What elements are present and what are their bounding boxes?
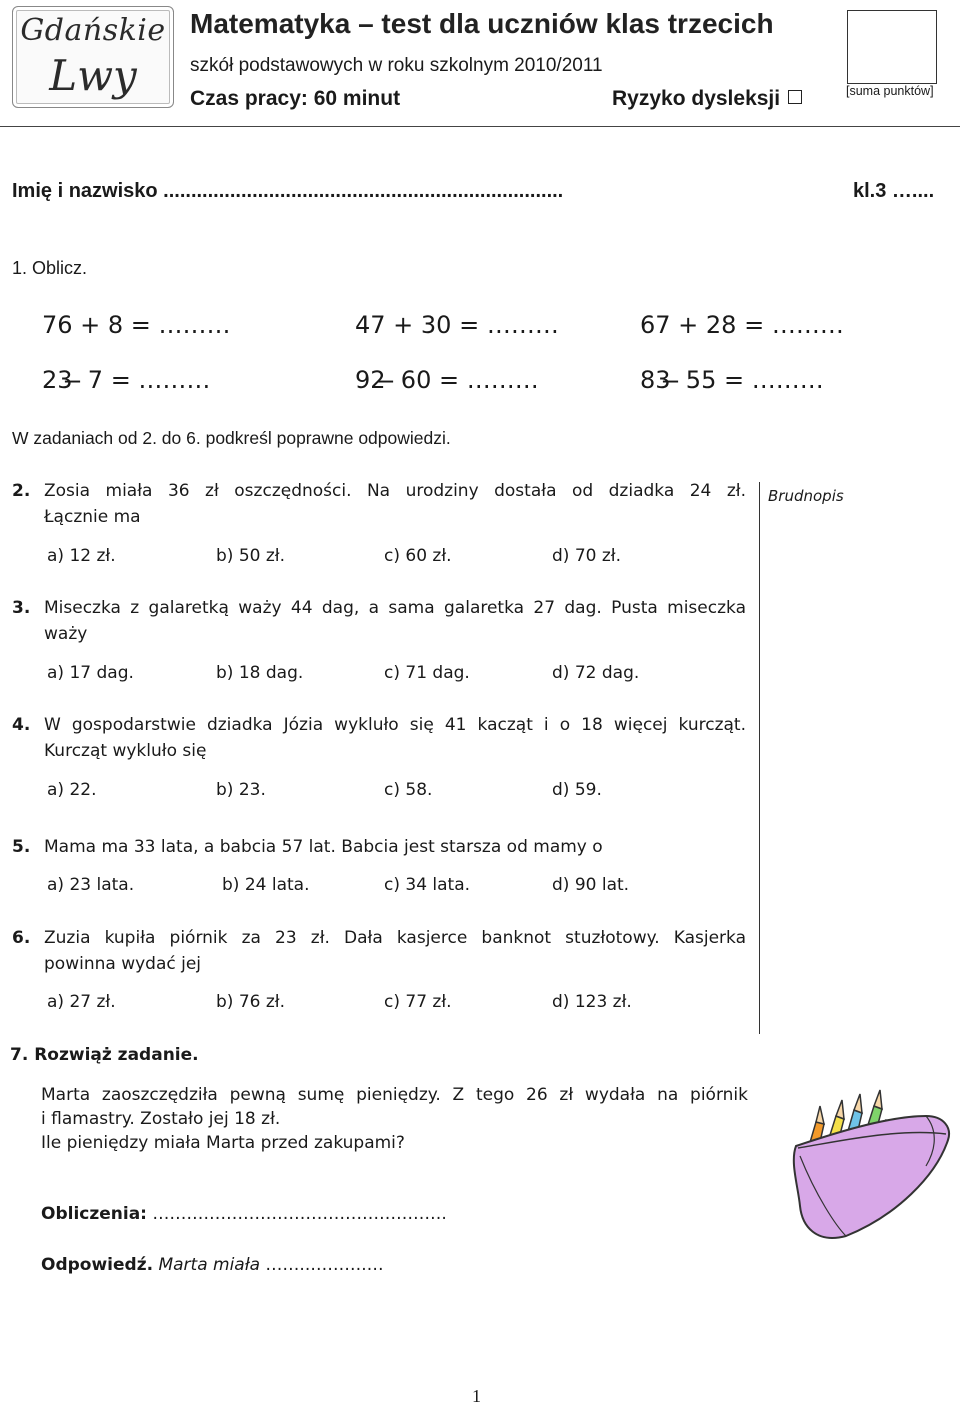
dyslexia-label: Ryzyko dysleksji — [612, 87, 781, 110]
answer-a[interactable]: a) 23 lata. — [47, 875, 135, 895]
question-number: 3. — [12, 598, 31, 618]
task7-text — [41, 1085, 748, 1153]
logo — [12, 6, 174, 108]
question-text — [44, 481, 746, 527]
task1-title: 1. Oblicz. — [12, 258, 88, 278]
answer-b[interactable]: b) 23. — [216, 780, 266, 800]
pencil-case-illustration — [776, 1076, 956, 1248]
question-text — [44, 928, 746, 974]
scratchpad-divider — [759, 482, 760, 1034]
question-6 — [12, 928, 30, 948]
answer-a[interactable]: a) 27 zł. — [47, 992, 116, 1012]
question-line: Miseczka z galaretką waży 44 dag, a sama galaretka 27 dag. Pusta miseczka — [44, 598, 746, 618]
score-box[interactable] — [847, 10, 937, 84]
page-subtitle: szkół podstawowych w roku szkolnym 2010/2011 — [190, 55, 603, 76]
task7-line: Ile pieniędzy miała Marta przed zakupami? — [41, 1133, 405, 1153]
answer-label: Odpowiedź. — [41, 1255, 154, 1275]
calculations-field[interactable] — [41, 1204, 447, 1224]
question-number: 4. — [12, 715, 31, 735]
answer-c[interactable]: c) 60 zł. — [384, 546, 452, 566]
dyslexia-checkbox[interactable] — [788, 90, 802, 104]
answer-a[interactable]: a) 22. — [47, 780, 97, 800]
answer-dots: ……..……….… — [260, 1255, 384, 1275]
question-number: 5. — [12, 837, 31, 857]
question-text — [44, 715, 746, 761]
answer-a[interactable]: a) 12 zł. — [47, 546, 116, 566]
answer-d[interactable]: d) 123 zł. — [552, 992, 632, 1012]
instruction: W zadaniach od 2. do 6. podkreśl poprawne odpowiedzi. — [12, 428, 451, 448]
question-4 — [12, 715, 30, 735]
question-line: Mama ma 33 lata, a babcia 57 lat. Babcia jest starsza od mamy o — [44, 837, 603, 857]
answer-d[interactable]: d) 70 zł. — [552, 546, 622, 566]
answer-field[interactable] — [41, 1255, 384, 1275]
task7-title: 7. Rozwiąż zadanie. — [10, 1045, 199, 1065]
question-line: waży — [44, 624, 88, 644]
equation: 47 + 30 = ……… — [355, 311, 559, 339]
calculations-label: Obliczenia: — [41, 1204, 147, 1224]
answer-c[interactable]: c) 34 lata. — [384, 875, 471, 895]
question-5 — [12, 837, 30, 857]
answer-c[interactable]: c) 77 zł. — [384, 992, 452, 1012]
logo-text-bottom: Lwy — [49, 51, 137, 100]
class-field[interactable]: kl.3 ….... — [853, 180, 935, 202]
score-label: [suma punktów] — [846, 84, 934, 98]
answer-d[interactable]: d) 90 lat. — [552, 875, 630, 895]
task7-line: i flamastry. Zostało jej 18 zł. — [41, 1109, 281, 1129]
student-name-field[interactable]: Imię i nazwisko ........................................................................ — [12, 180, 564, 202]
task7-line: Marta zaoszczędziła pewną sumę pieniędzy. Z tego 26 zł wydała na piórnik — [41, 1085, 748, 1105]
answer-b[interactable]: b) 76 zł. — [216, 992, 286, 1012]
question-line: Łącznie ma — [44, 507, 141, 527]
equation: 67 + 28 = ……… — [640, 311, 844, 339]
question-2 — [12, 481, 30, 501]
answer-text: Marta miała — [153, 1255, 261, 1275]
scratchpad-label: Brudnopis — [768, 487, 844, 505]
question-line: Zuzia kupiła piórnik za 23 zł. Dała kasjerce banknot stuzłotowy. Kasjerka — [44, 928, 746, 948]
answer-a[interactable]: a) 17 dag. — [47, 663, 134, 683]
calculations-dots: ……………………………………………. — [146, 1204, 447, 1224]
question-3 — [12, 598, 30, 618]
equation: 23 ̶ 7 = ……… — [42, 366, 211, 394]
question-number: 6. — [12, 928, 31, 948]
page-title: Matematyka – test dla uczniów klas trzecich — [190, 8, 774, 39]
equation: 83 ̶ 55 = ……… — [640, 366, 824, 394]
answer-c[interactable]: c) 58. — [384, 780, 433, 800]
equation: 92 ̶ 60 = ……… — [355, 366, 539, 394]
equation: 76 + 8 = ……… — [42, 311, 231, 339]
answer-d[interactable]: d) 59. — [552, 780, 602, 800]
question-line: Zosia miała 36 zł oszczędności. Na urodziny dostała od dziadka 24 zł. — [44, 481, 746, 501]
question-line: powinna wydać jej — [44, 954, 202, 974]
question-line: Kurcząt wykluło się — [44, 741, 207, 761]
question-line: W gospodarstwie dziadka Józia wykluło się 41 kacząt i o 18 więcej kurcząt. — [44, 715, 746, 735]
answer-c[interactable]: c) 71 dag. — [384, 663, 470, 683]
question-number: 2. — [12, 481, 31, 501]
question-text — [44, 598, 746, 644]
answer-d[interactable]: d) 72 dag. — [552, 663, 640, 683]
logo-text-top: Gdańskie — [20, 13, 166, 48]
work-time: Czas pracy: 60 minut — [190, 87, 401, 110]
header-divider — [0, 126, 960, 127]
answer-b[interactable]: b) 18 dag. — [216, 663, 304, 683]
dyslexia-risk — [612, 87, 802, 111]
answer-b[interactable]: b) 50 zł. — [216, 546, 286, 566]
answer-b[interactable]: b) 24 lata. — [222, 875, 310, 895]
page-number: 1 — [472, 1386, 481, 1406]
